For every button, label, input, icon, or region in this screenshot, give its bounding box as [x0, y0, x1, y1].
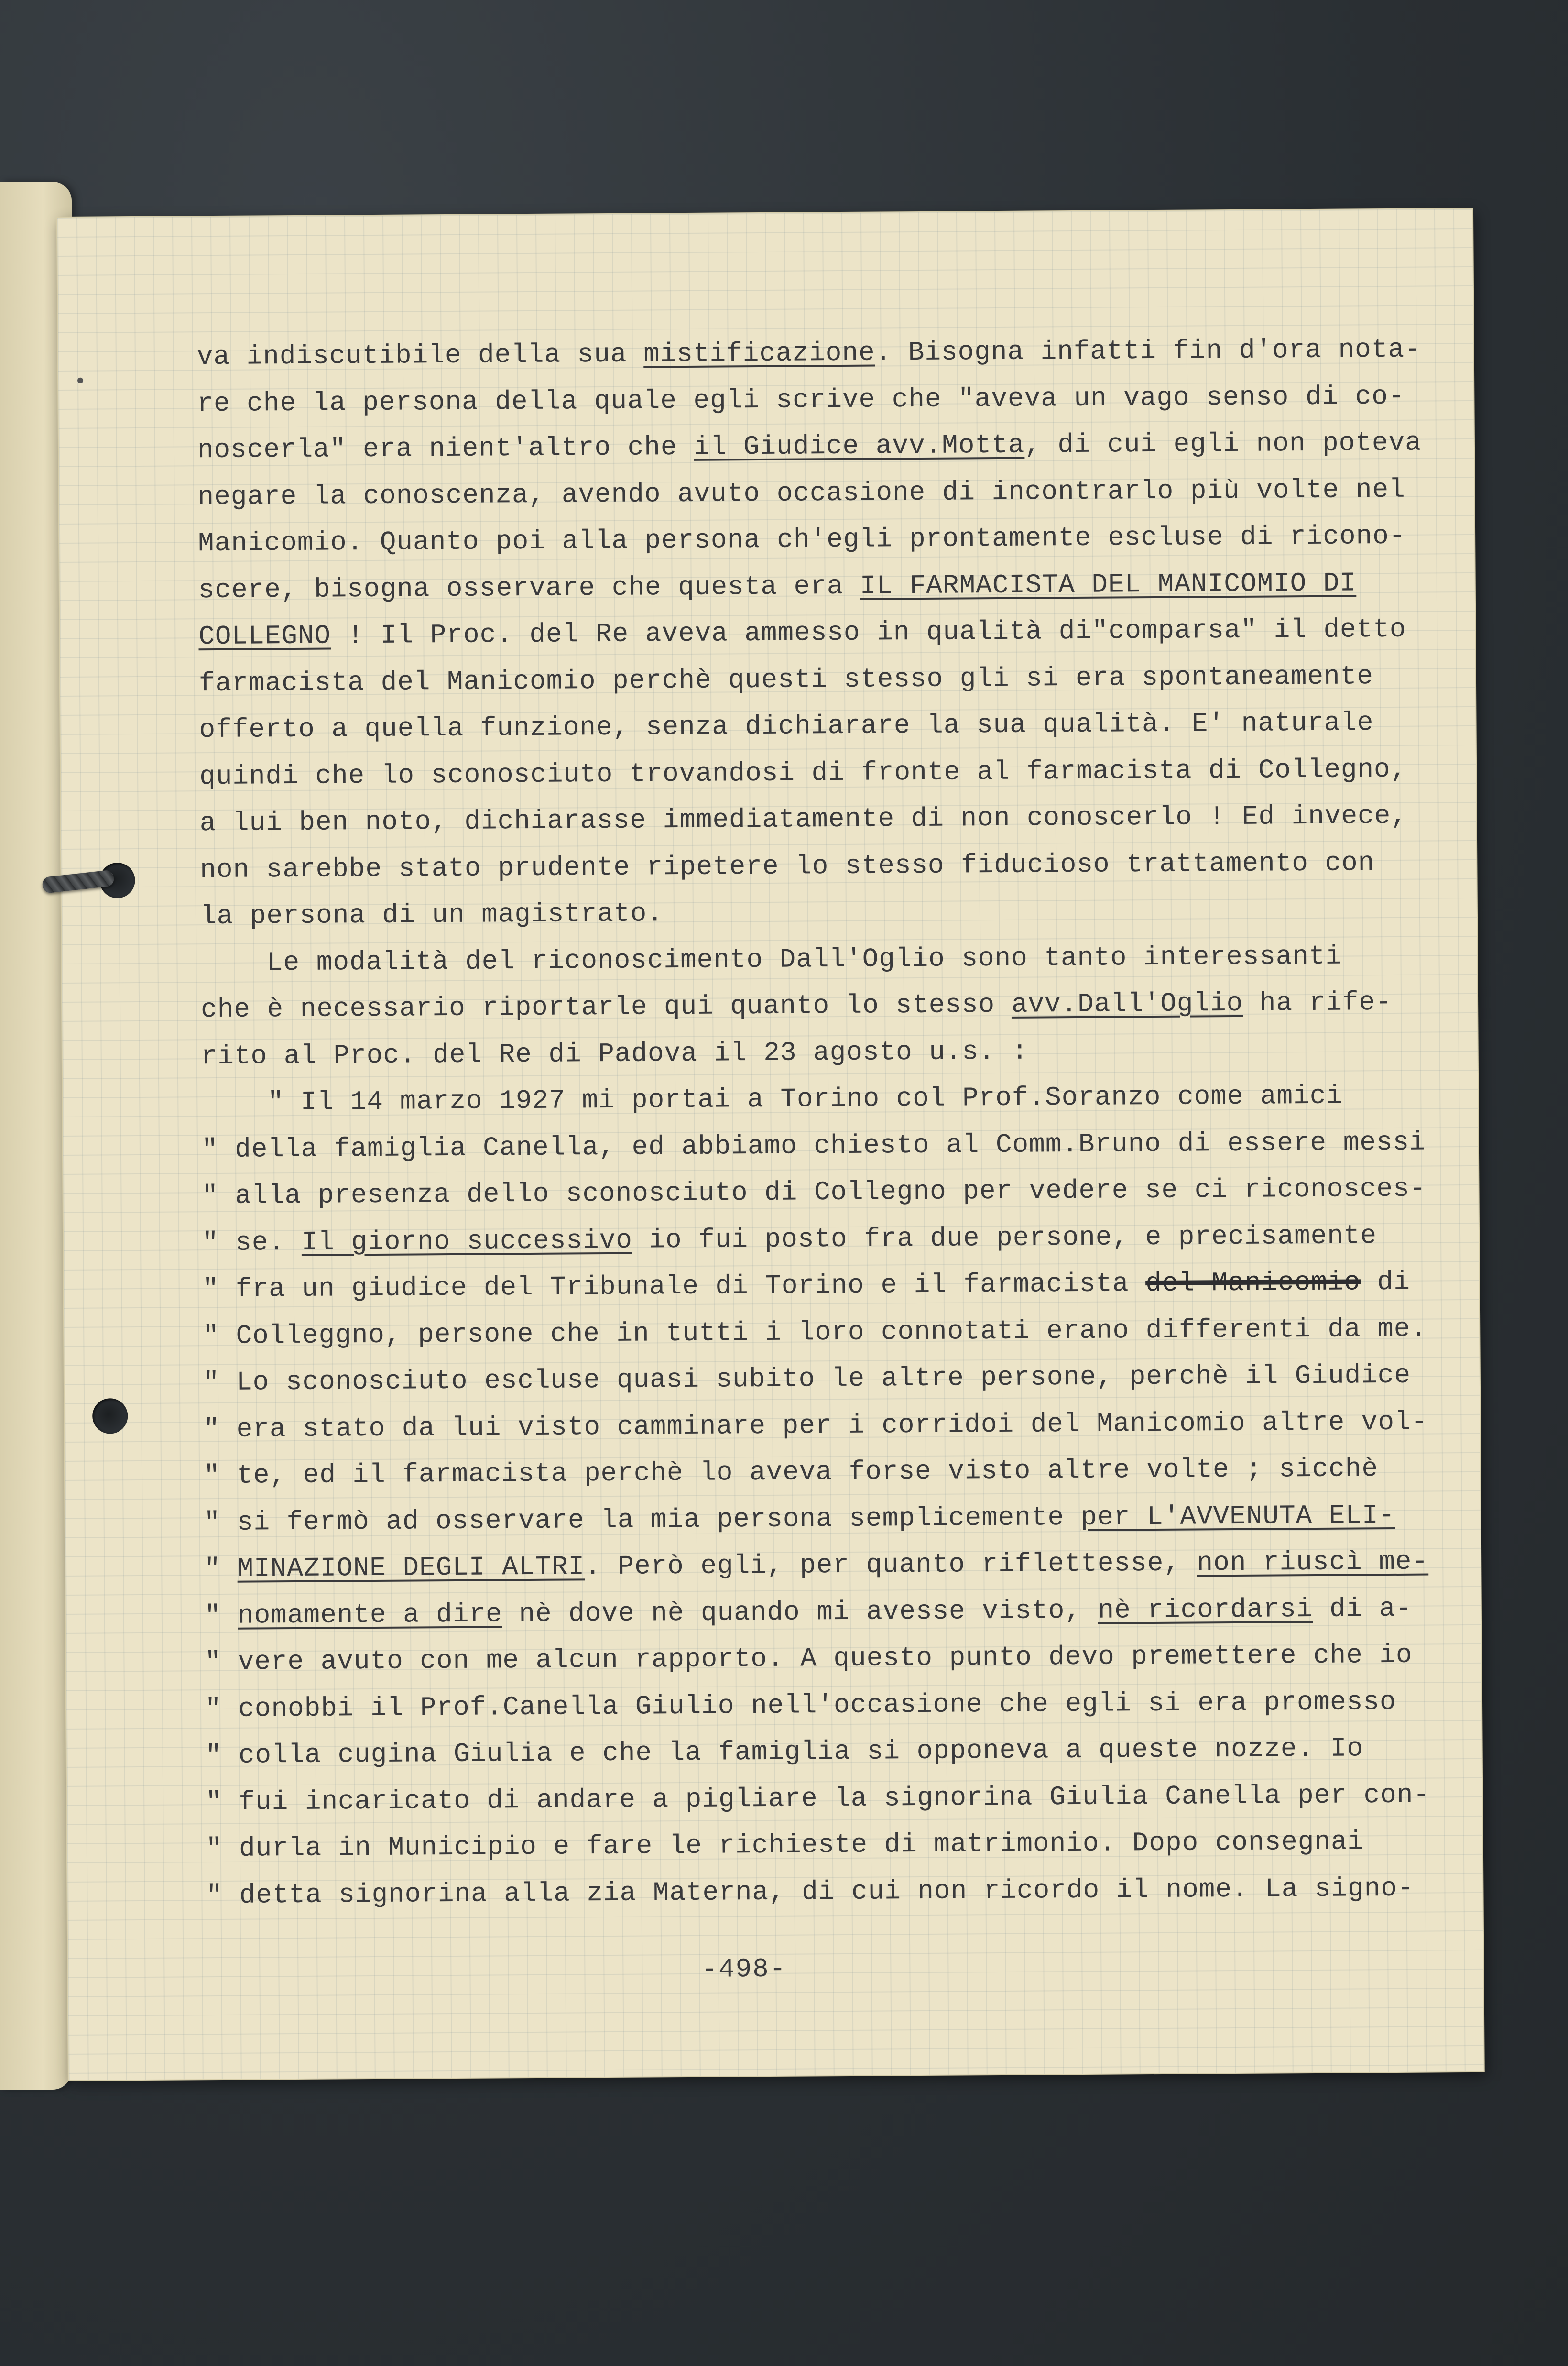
text-segment: Le modalità del riconoscimento Dall'Oglio sono tanto interessanti	[200, 941, 1342, 978]
text-segment: " colla cugina Giulia e che la famiglia si opponeva a queste nozze. Io	[205, 1733, 1364, 1771]
text-segment: " alla presenza dello sconosciuto di Collegno per vedere se ci riconosces-	[202, 1173, 1426, 1212]
text-segment: " conobbi il Prof.Canella Giulio nell'occasione che egli si era promesso	[205, 1686, 1396, 1724]
text-segment: va indiscutibile della sua	[196, 339, 644, 372]
text-line	[204, 1538, 1448, 1592]
text-line	[198, 559, 1441, 613]
text-segment: , di cui egli non poteva	[1024, 427, 1422, 460]
underlined-text: per L'AVVENUTA ELI-	[1080, 1500, 1395, 1533]
text-segment: " fui incaricato di andare a pigliare la signorina Giulia Canella per con-	[206, 1779, 1430, 1818]
text-segment: rito al Proc. del Re di Padova il 23 agosto u.s. :	[201, 1036, 1029, 1072]
text-segment: " se.	[202, 1227, 302, 1258]
margin-dot	[77, 378, 83, 383]
text-segment: " durla in Municipio e fare le richieste di matrimonio. Dopo consegnai	[206, 1826, 1364, 1864]
underlined-text: IL FARMACISTA DEL MANICOMIO DI	[860, 567, 1357, 602]
typewritten-text	[196, 326, 1449, 1919]
text-line	[202, 1165, 1445, 1219]
text-segment: " Colleggno, persone che in tutti i loro connotati erano differenti da me.	[203, 1313, 1427, 1351]
text-line	[200, 932, 1444, 986]
text-segment: "	[204, 1553, 238, 1585]
text-line	[200, 886, 1444, 940]
text-line	[198, 606, 1442, 660]
text-line	[206, 1772, 1449, 1826]
text-segment: " era stato da lui visto camminare per i corridoi del Manicomio altre vol-	[203, 1406, 1428, 1445]
text-line	[201, 1072, 1445, 1126]
text-segment: a lui ben noto, dichiarasse immediatamente di non conoscerlo ! Ed invece,	[199, 800, 1408, 839]
text-line	[205, 1725, 1448, 1779]
text-line	[205, 1632, 1448, 1686]
text-line	[203, 1352, 1447, 1406]
text-line	[197, 373, 1440, 427]
text-line	[204, 1445, 1447, 1499]
text-line	[202, 1259, 1446, 1313]
text-line	[202, 1119, 1445, 1173]
underlined-text: MINAZIONE DEGLI ALTRI	[237, 1551, 585, 1584]
underlined-text: COLLEGNO	[198, 620, 331, 652]
text-line	[203, 1305, 1446, 1359]
text-segment: la persona di un magistrato.	[200, 898, 664, 932]
text-line	[197, 419, 1441, 473]
text-segment: offerto a quella funzione, senza dichiarare la sua qualità. E' naturale	[199, 707, 1374, 745]
underlined-text: il Giudice avv.Motta	[693, 429, 1025, 462]
text-line	[205, 1585, 1448, 1639]
text-line	[201, 979, 1444, 1033]
text-segment: Manicomio. Quanto poi alla persona ch'egli prontamente escluse di ricono-	[197, 520, 1406, 559]
text-segment: noscerla" era nient'altro che	[197, 431, 694, 466]
text-segment: ! Il Proc. del Re aveva ammesso in qualità di"comparsa" il detto	[331, 613, 1406, 651]
underlined-text: Il giorno successivo	[301, 1225, 633, 1258]
text-segment: " fra un giudice del Tribunale di Torino e il farmacista	[202, 1268, 1146, 1305]
text-segment: di a-	[1313, 1593, 1413, 1624]
text-segment: scere, bisogna osservare che questa era	[198, 570, 860, 605]
text-line	[199, 653, 1442, 707]
underlined-text: nomamente a dire	[237, 1598, 502, 1631]
text-segment: " della famiglia Canella, ed abbiamo chiesto al Comm.Bruno di essere messi	[201, 1127, 1426, 1165]
text-line	[205, 1678, 1448, 1732]
punch-hole-icon	[92, 1398, 128, 1434]
text-segment: ha rife-	[1243, 986, 1392, 1019]
text-segment: che è necessario riportarle qui quanto lo stesso	[200, 989, 1012, 1025]
underlined-text: non riuscì me-	[1197, 1546, 1429, 1578]
text-segment: " te, ed il farmacista perchè lo aveva forse visto altre volte ; sicchè	[203, 1453, 1379, 1491]
page-number: -498-	[701, 1953, 787, 1985]
text-segment: . Però egli, per quanto riflettesse,	[584, 1547, 1197, 1582]
text-segment: non sarebbe stato prudente ripetere lo stesso fiducioso trattamento con	[200, 847, 1375, 885]
text-line	[202, 1212, 1446, 1266]
text-line	[198, 513, 1441, 567]
text-segment: " Lo sconosciuto escluse quasi subito le altre persone, perchè il Giudice	[203, 1359, 1411, 1398]
text-segment: quindi che lo sconosciuto trovandosi di fronte al farmacista di Collegno,	[199, 754, 1407, 792]
text-segment: re che la persona della quale egli scrive che "aveva un vago senso di co-	[197, 381, 1405, 419]
text-segment: . Bisogna infatti fin d'ora nota-	[875, 334, 1421, 368]
underlined-text: nè ricordarsi	[1098, 1593, 1313, 1626]
text-line	[197, 466, 1441, 520]
text-line	[204, 1492, 1447, 1546]
text-line	[203, 1399, 1447, 1453]
text-line	[199, 699, 1442, 753]
underlined-text: avv.Dall'Oglio	[1011, 987, 1243, 1020]
text-segment: negare la conoscenza, avendo avuto occasione di incontrarlo più volte nel	[197, 474, 1405, 512]
text-line	[206, 1865, 1449, 1919]
document-page	[57, 209, 1484, 2080]
text-line	[201, 1026, 1444, 1080]
text-segment: " vere avuto con me alcun rapporto. A questo punto devo premettere che io	[205, 1639, 1413, 1678]
struck-text: del Manicomio	[1145, 1267, 1361, 1299]
text-segment: "	[204, 1600, 238, 1631]
text-line	[200, 839, 1443, 893]
underlined-text: mistificazione	[643, 337, 875, 370]
text-segment: farmacista del Manicomio perchè questi stesso gli si era spontaneamente	[198, 660, 1374, 699]
text-segment: nè dove nè quando mi avesse visto,	[502, 1595, 1098, 1629]
text-line	[206, 1818, 1449, 1872]
text-segment: " si fermò ad osservare la mia persona semplicemente	[204, 1501, 1081, 1538]
text-segment: " Il 14 marzo 1927 mi portai a Torino col Prof.Soranzo come amici	[201, 1080, 1343, 1118]
text-line	[199, 792, 1443, 846]
text-line	[199, 746, 1443, 800]
text-segment: di	[1360, 1266, 1411, 1298]
text-line	[196, 326, 1440, 380]
text-segment: io fui posto fra due persone, e precisamente	[632, 1220, 1377, 1256]
text-segment: " detta signorina alla zia Materna, di cui non ricordo il nome. La signo-	[206, 1873, 1414, 1911]
